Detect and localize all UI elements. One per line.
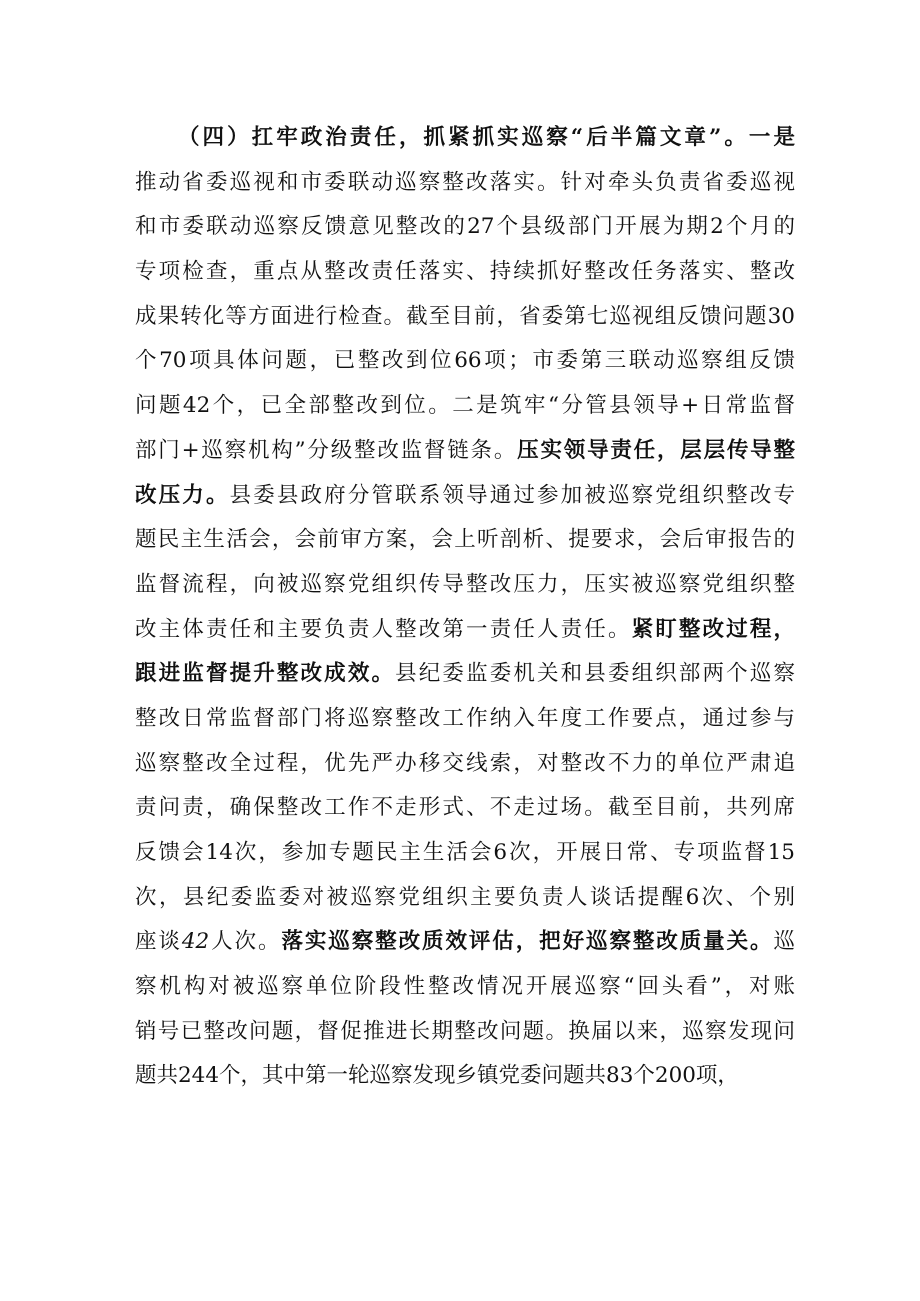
text-line <box>135 831 795 876</box>
text-run: 个70项具体问题，已整改到位66项；市委第三联动巡察组反馈 <box>135 348 795 374</box>
text-run: 问题42个，已全部整改到位。二是筑牢“分管县领导+日常监督 <box>135 393 795 419</box>
text-run: 销号已整改问题，督促推进长期整改问题。换届以来，巡察发现问 <box>135 1018 795 1044</box>
text-run: 巡 <box>773 929 795 955</box>
text-line <box>135 1010 795 1055</box>
text-run: 专项检查，重点从整改责任落实、持续抓好整改任务落实、整改 <box>135 259 795 285</box>
text-line <box>135 876 795 921</box>
text-run: 题民主生活会，会前审方案，会上听剖析、提要求，会后审报告的 <box>135 527 795 553</box>
text-line <box>135 652 795 697</box>
document-body <box>135 116 795 1099</box>
text-run: 县纪委监委机关和县委组织部两个巡察 <box>395 661 795 687</box>
text-line <box>135 1054 795 1099</box>
text-run: 反馈会14次，参加专题民主生活会6次，开展日常、专项监督15 <box>135 840 795 865</box>
text-run: 和市委联动巡察反馈意见整改的27个县级部门开展为期2个月的 <box>135 214 795 240</box>
bold-text-run: 跟进监督提升整改成效。 <box>135 661 396 687</box>
text-line <box>135 205 795 250</box>
text-run: 题共244个，其中第一轮巡察发现乡镇党委问题共83个200项， <box>135 1063 739 1089</box>
text-run: 成果转化等方面进行检查。截至目前，省委第七巡视组反馈问题30 <box>135 303 795 329</box>
text-run: 责问责，确保整改工作不走形式、不走过场。截至目前，共列席 <box>135 795 795 821</box>
text-line <box>135 116 795 161</box>
text-run: 42 <box>181 929 210 955</box>
text-line <box>135 474 795 519</box>
text-line <box>135 518 795 563</box>
text-line <box>135 608 795 653</box>
text-line <box>135 965 795 1010</box>
text-line <box>135 786 795 831</box>
text-run: 察机构对被巡察单位阶段性整改情况开展巡察“回头看”，对账 <box>135 974 795 1000</box>
text-line <box>135 339 795 384</box>
text-line <box>135 384 795 429</box>
text-line <box>135 563 795 608</box>
text-line <box>135 742 795 787</box>
bold-text-run: 改压力。 <box>135 482 230 508</box>
bold-text-run: 落实巡察整改质效评估，把好巡察整改质量关。 <box>281 929 774 955</box>
text-run: 监督流程，向被巡察党组织传导整改压力，压实被巡察党组织整 <box>135 571 795 597</box>
text-run: 推动省委巡视和市委联动巡察整改落实。 <box>135 169 561 195</box>
text-line <box>135 429 795 474</box>
text-run: 巡察整改全过程，优先严办移交线索，对整改不力的单位严肃追 <box>135 750 795 776</box>
bold-text-run: 压实领导责任，层层传导整 <box>517 437 795 463</box>
text-run: 针对牵头负责省委巡视 <box>560 169 795 195</box>
text-line <box>135 250 795 295</box>
text-run: 县委县政府分管联系领导通过参加被巡察党组织整改专 <box>229 482 795 508</box>
text-run: 整改日常监督部门将巡察整改工作纳入年度工作要点，通过参与 <box>135 705 795 731</box>
bold-text-run: 紧盯整改过程， <box>631 616 795 642</box>
bold-text-run: （四）扛牢政治责任，抓紧抓实巡察“后半篇文章”。一是 <box>178 125 795 150</box>
text-run: 座谈 <box>135 929 182 955</box>
text-run: 改主体责任和主要负责人整改第一责任人责任。 <box>135 616 632 642</box>
text-run: 部门+巡察机构”分级整改监督链条。 <box>135 437 518 463</box>
text-run: 次，县纪委监委对被巡察党组织主要负责人谈话提醒6次、个别 <box>135 884 795 910</box>
text-run: 人次。 <box>209 929 282 955</box>
text-line <box>135 295 795 340</box>
text-line <box>135 697 795 742</box>
text-line <box>135 161 795 206</box>
text-line <box>135 920 795 965</box>
